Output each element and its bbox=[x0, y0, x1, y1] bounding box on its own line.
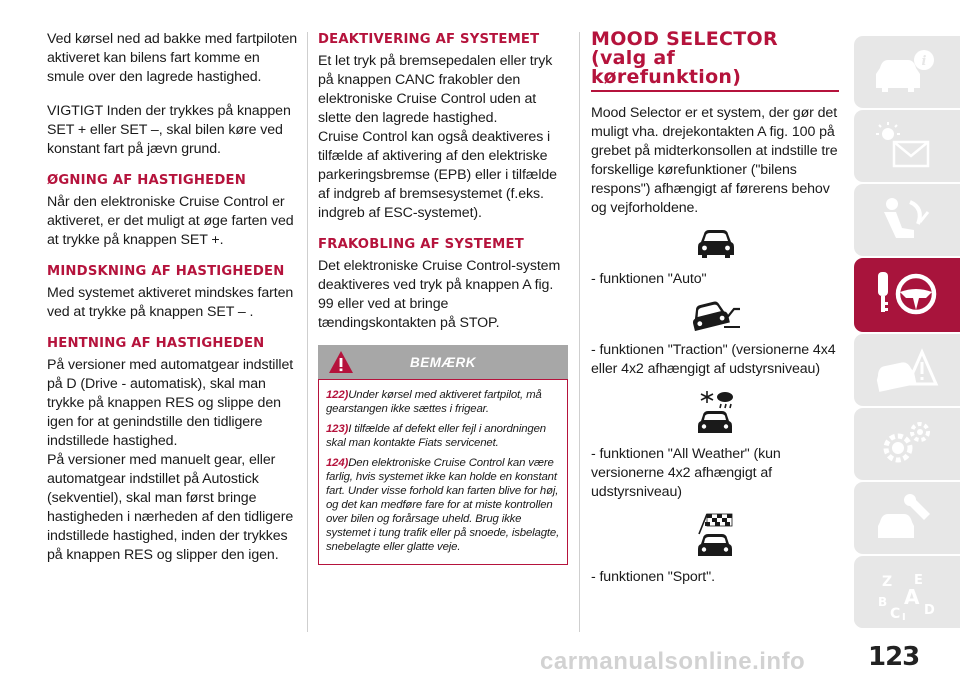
paragraph-deactivate-brake: Et let tryk på bremsepedalen eller tryk på knappen CANC frakobler den elektroniske Cruise Control uden at slette den lagrede hastighed. bbox=[318, 53, 553, 126]
svg-text:A: A bbox=[904, 585, 920, 609]
wrench-car-icon bbox=[874, 492, 940, 544]
svg-text:B: B bbox=[878, 595, 888, 609]
chapter-tab-safety[interactable] bbox=[854, 184, 960, 256]
column-middle bbox=[318, 30, 570, 565]
svg-text:C: C bbox=[890, 606, 901, 622]
mode-traction-text: - funktionen "Traction" (versionerne 4x4 eller 4x2 afhængigt af udstyrsniveau) bbox=[591, 342, 836, 377]
column-divider bbox=[307, 32, 308, 632]
warning-box bbox=[318, 379, 568, 565]
svg-text:D: D bbox=[924, 603, 935, 618]
chapter-tab-index[interactable] bbox=[854, 560, 960, 628]
column-right bbox=[591, 30, 841, 587]
heading-decrease-speed: MINDSKNING AF HASTIGHEDEN bbox=[47, 264, 285, 279]
paragraph-resume-manual: På versioner med manuelt gear, eller automatgear indstillet på Autostick (sekventiel), skal man først bringe hastigheden i nærheden af den tidligere indstillede hastighed, inden der trykkes på knappen RES og slipper den igen. bbox=[47, 452, 294, 563]
heading-disconnect-system: FRAKOBLING AF SYSTEMET bbox=[318, 237, 524, 252]
heading-deactivate-system: DEAKTIVERING AF SYSTEMET bbox=[318, 32, 540, 47]
heading-increase-speed: ØGNING AF HASTIGHEDEN bbox=[47, 173, 246, 188]
car-traction-icon bbox=[690, 299, 742, 331]
car-sport-flag-icon bbox=[693, 512, 739, 558]
gears-icon bbox=[874, 418, 940, 470]
mode-sport-text: - funktionen "Sport". bbox=[591, 569, 715, 585]
paragraph-mood-intro: Mood Selector er et system, der gør det muligt vha. drejekontakten A fig. 100 på grebet på midterkonsollen at indstille tre forskellige kørefunktioner ("bilens respons") afhængigt af førerens behov og vejforholdene. bbox=[591, 105, 838, 216]
svg-text:i: i bbox=[921, 54, 927, 69]
paragraph-resume-automatic: På versioner med automatgear indstillet på D (Drive - automatisk), skal man trykke på knappen RES og slippe den igen for at genindstille den tidligere indstillede hastighed. bbox=[47, 357, 294, 449]
chapter-tab-driving[interactable] bbox=[854, 258, 960, 332]
warning-note: 122)Under kørsel med aktiveret fartpilot, må gearstangen ikke sættes i frigear. bbox=[326, 389, 542, 415]
chapter-tab-emergency[interactable] bbox=[854, 334, 960, 406]
warning-light-icon bbox=[874, 120, 940, 172]
chapter-tab-warning-lights[interactable] bbox=[854, 110, 960, 182]
paragraph-disconnect: Det elektroniske Cruise Control-system deaktiveres ved tryk på knappen A fig. 99 eller ved at bringe tændingskontakten på STOP. bbox=[318, 258, 561, 331]
steering-wheel-key-icon bbox=[874, 268, 940, 320]
mood-selector-title: MOOD SELECTOR (valg af kørefunktion) bbox=[591, 28, 778, 88]
watermark: carmanualsonline.info bbox=[540, 648, 806, 675]
title-underline bbox=[591, 90, 839, 92]
car-auto-icon bbox=[696, 228, 736, 260]
car-all-weather-icon bbox=[693, 389, 739, 435]
svg-text:E: E bbox=[914, 573, 923, 588]
car-crash-warning-icon bbox=[874, 344, 940, 396]
column-divider bbox=[579, 32, 580, 632]
warning-note: 123)I tilfælde af defekt eller fejl i anordningen skal man kontakte Fiats servicenet. bbox=[326, 423, 546, 449]
warning-note: 124)Den elektroniske Cruise Control kan være farlig, hvis systemet ikke kan holde en konstant fart. Under visse forhold kan farten blive for høj, og det kan medføre fare for at miste kontrollen over bilen og forårsage uheld. Brug ikke systemet i tung trafik eller på snoede, isbelagte, snebelagte eller glatte veje. bbox=[326, 457, 560, 553]
page-number: 123 bbox=[868, 642, 920, 672]
paragraph-downhill: Ved kørsel ned ad bakke med fartpiloten aktiveret kan bilens fart komme en smule over den lagrede hastighed. bbox=[47, 31, 298, 85]
paragraph-decrease-speed: Med systemet aktiveret mindskes farten ved at trykke på knappen SET – . bbox=[47, 285, 294, 320]
paragraph-deactivate-epb: Cruise Control kan også deaktiveres i tilfælde af aktivering af den elektriske parkeringsbremse (EPB) eller i tilfælde af indgreb af bremsesystemet (f.eks. indgreb af ESC-systemet). bbox=[318, 129, 557, 221]
paragraph-increase-speed: Når den elektroniske Cruise Control er aktiveret, er det muligt at øge farten ved at trykke på knappen SET +. bbox=[47, 194, 294, 248]
car-info-icon bbox=[874, 46, 940, 98]
mode-auto-text: - funktionen "Auto" bbox=[591, 271, 707, 287]
column-left bbox=[47, 30, 299, 565]
warning-header bbox=[318, 345, 568, 379]
svg-text:Z: Z bbox=[882, 574, 893, 590]
airbag-seat-icon bbox=[874, 194, 940, 246]
paragraph-important: VIGTIGT Inden der trykkes på knappen SET + eller SET –, skal bilen køre ved konstant fart på jævn grund. bbox=[47, 103, 291, 157]
chapter-tab-maintenance[interactable] bbox=[854, 408, 960, 480]
chapter-tab-technical-data[interactable] bbox=[854, 482, 960, 554]
svg-text:I: I bbox=[902, 612, 906, 622]
alphabetical-index-icon bbox=[874, 570, 940, 622]
warning-title: BEMÆRK bbox=[410, 355, 476, 370]
chapter-tab-dashboard[interactable] bbox=[854, 36, 960, 108]
heading-resume-speed: HENTNING AF HASTIGHEDEN bbox=[47, 336, 265, 351]
mode-all-weather-text: - funktionen "All Weather" (kun versionerne 4x2 afhængigt af udstyrsniveau) bbox=[591, 446, 781, 500]
